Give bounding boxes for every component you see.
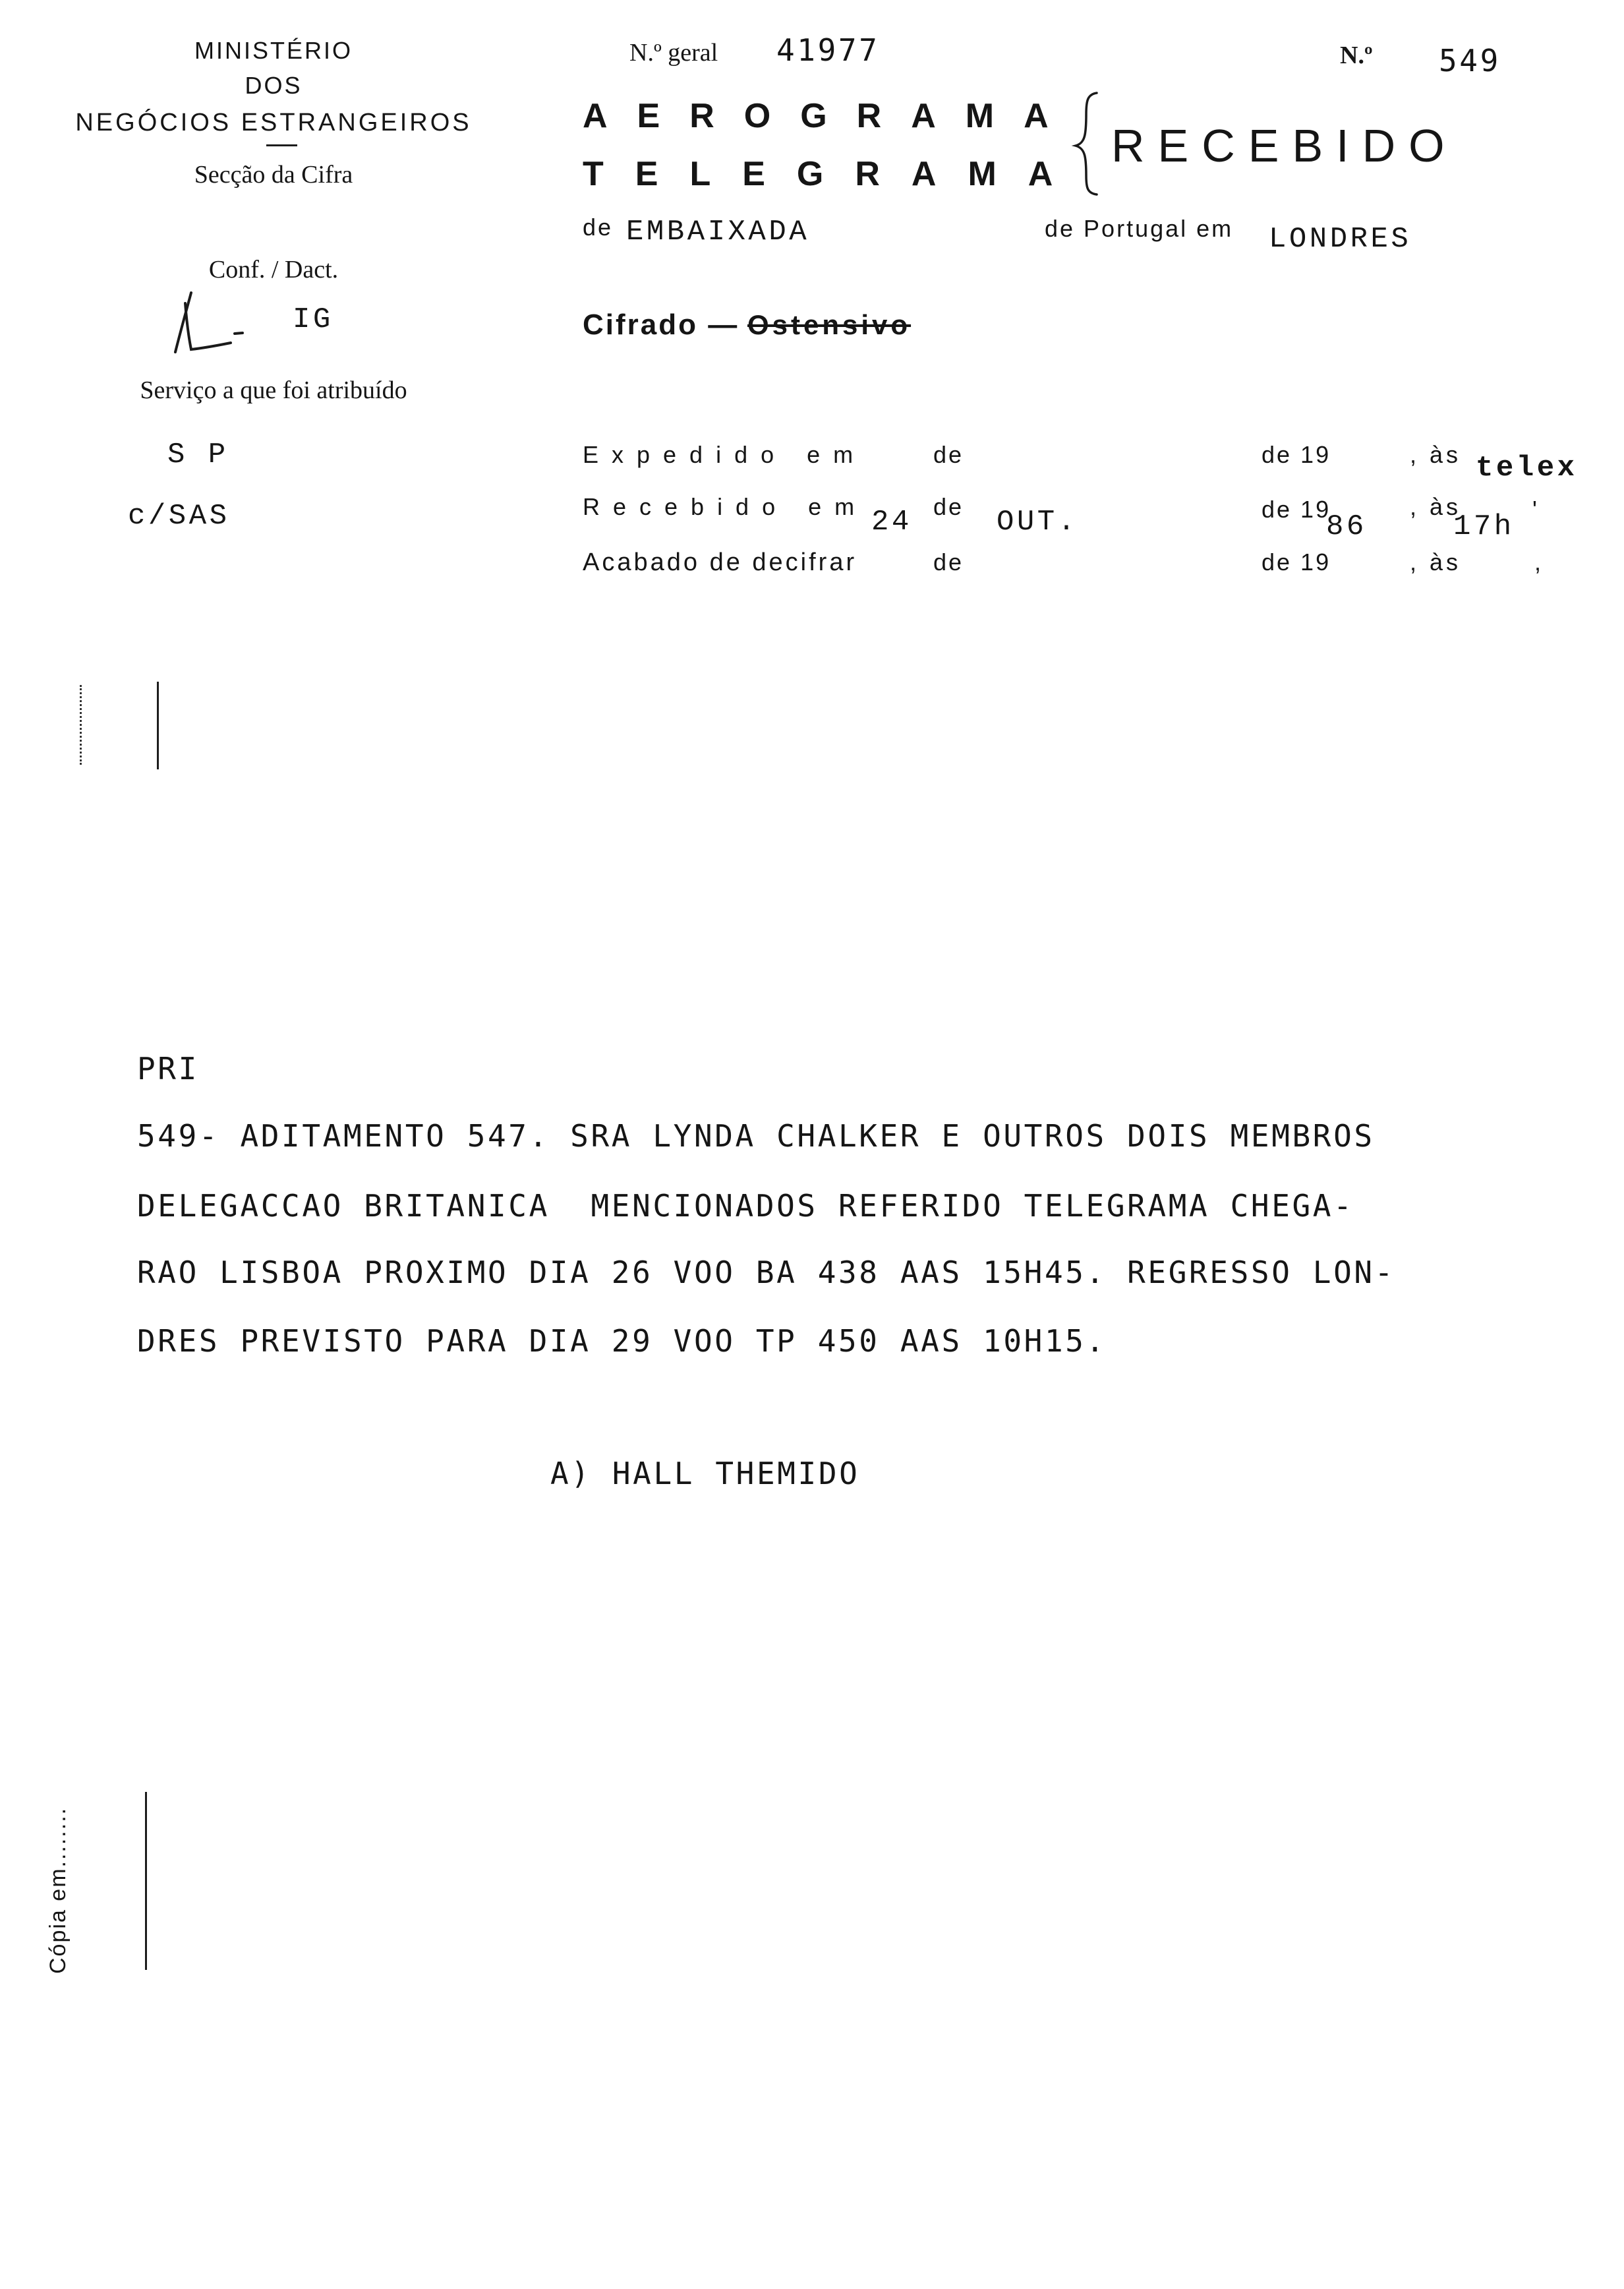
mode-struck-option: Ostensivo [747, 309, 912, 340]
message-line: RAO LISBOA PROXIMO DIA 26 VOO BA 438 AAS 15H45. REGRESSO LON- [137, 1255, 1395, 1290]
row-recebido-month: OUT. [997, 506, 1078, 539]
typist-initials: IG [293, 303, 334, 336]
row-expedido-month-prefix: de [933, 441, 964, 468]
message-line: 549- ADITAMENTO 547. SRA LYNDA CHALKER E OUTROS DOIS MEMBROS [137, 1118, 1375, 1154]
row-recebido-label: Recebido em [583, 493, 868, 520]
ministry-line-3: NEGÓCIOS ESTRANGEIROS [75, 109, 472, 136]
telegram-number: 549 [1439, 43, 1501, 78]
city-value: LONDRES [1269, 223, 1412, 256]
row-recebido-month-prefix: de [933, 493, 964, 520]
row-recebido-end: ' [1532, 496, 1539, 523]
ministry-line-2: DOS [245, 72, 303, 99]
message-signature: A) HALL THEMIDO [550, 1456, 860, 1491]
row-recebido-year: 86 [1326, 510, 1367, 543]
row-recebido-year-label: de 19 [1262, 496, 1331, 523]
mode-label: Cifrado — [583, 309, 740, 341]
row-recebido-time: 17h [1453, 510, 1515, 543]
copy-label: Cópia em........ [45, 1806, 71, 1974]
message-line: DELEGACCAO BRITANICA MENCIONADOS REFERIDO TELEGRAMA CHEGA- [137, 1188, 1354, 1224]
row-expedido-label: Expedido em [583, 441, 867, 468]
row-expedido-year-label: de 19 [1262, 441, 1331, 468]
ministry-line-1: MINISTÉRIO [194, 37, 353, 64]
row-expedido-time-label: , às [1410, 441, 1462, 468]
service-label: Serviço a que foi atribuído [140, 376, 407, 404]
service-line-1: S P [167, 438, 229, 471]
brace-icon [1068, 89, 1107, 198]
service-line-2: c/SAS [128, 500, 230, 533]
margin-rule-upper [157, 682, 159, 769]
brace-path [1076, 93, 1097, 194]
row-recebido-time-label: , às [1410, 493, 1462, 520]
row-recebido-day: 24 [871, 506, 912, 539]
origin-prefix: de [583, 214, 614, 241]
message-line: DRES PREVISTO PARA DIA 29 VOO TP 450 AAS 10H15. [137, 1323, 1107, 1359]
heading-divider [266, 144, 297, 146]
number-label: N.º [1340, 42, 1373, 69]
form-type-aerograma: AEROGRAMA [583, 97, 1078, 135]
conf-dact-label: Conf. / Dact. [208, 256, 339, 283]
row-acabado-end: , [1534, 549, 1544, 576]
status-received: RECEBIDO [1111, 120, 1458, 171]
row-expedido-time: telex [1476, 452, 1578, 485]
row-acabado-label: Acabado de decifrar [583, 549, 857, 576]
general-number-label: N.º geral [629, 39, 718, 67]
handwritten-dash [235, 333, 243, 334]
country-label: de Portugal em [1045, 215, 1234, 242]
row-acabado-year-label: de 19 [1262, 549, 1331, 576]
row-acabado-time-label: , às [1410, 549, 1462, 576]
handwritten-stroke-2 [185, 303, 231, 349]
origin-value: EMBAIXADA [626, 216, 810, 249]
message-priority: PRI [137, 1051, 199, 1086]
margin-dotted-rule [80, 685, 82, 765]
row-acabado-month-prefix: de [933, 549, 964, 576]
general-number: 41977 [776, 32, 880, 68]
section-label: Secção da Cifra [194, 161, 353, 189]
form-type-telegrama: TELEGRAMA [583, 155, 1085, 193]
margin-rule-lower [145, 1792, 147, 1970]
handwritten-initial-mark [165, 283, 250, 363]
